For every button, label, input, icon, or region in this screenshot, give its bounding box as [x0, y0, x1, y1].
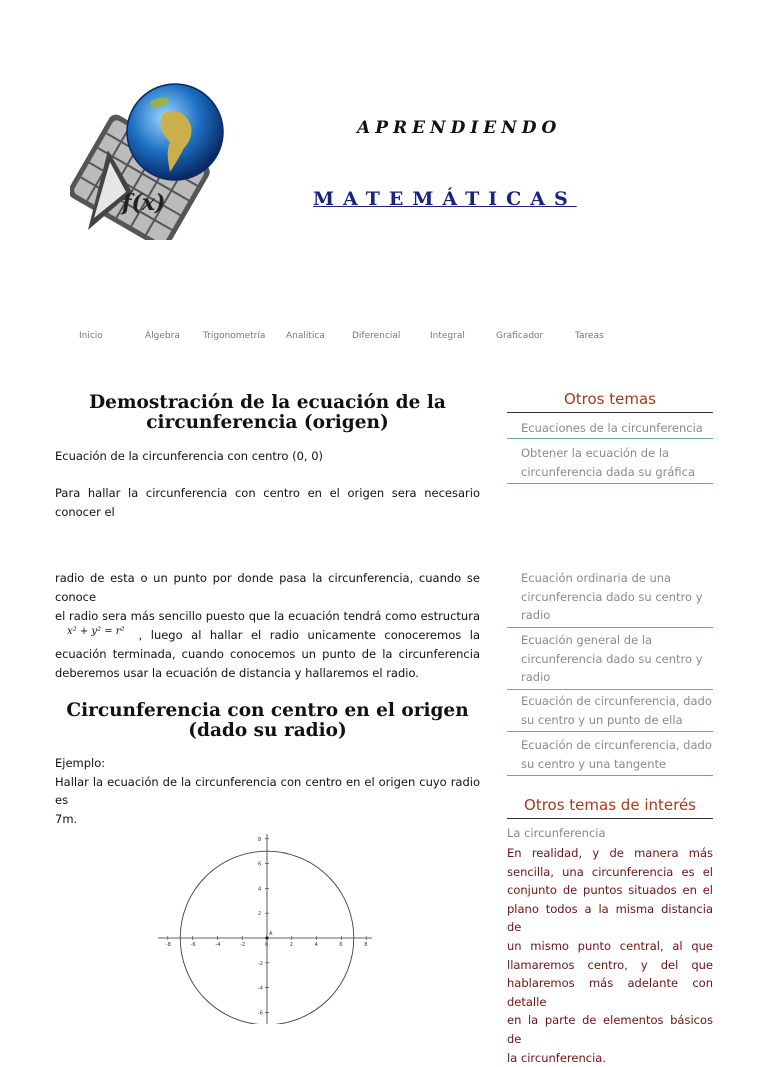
body-line: radio de esta o un punto por donde pasa la circunferencia, cuando se conoce	[55, 571, 480, 604]
site-title-matematicas[interactable]: MATEMÁTICAS	[313, 188, 577, 210]
sidebar-link-center-tangent[interactable]: Ecuación de circunferencia, dado su centro y una tangente	[507, 736, 713, 776]
nav-item-algebra[interactable]: Álgebra	[145, 331, 180, 341]
article-heading-line2: circunferencia (origen)	[146, 412, 389, 433]
interest-line: En realidad, y de manera más	[507, 846, 713, 860]
sidebar-link-ordinary-equation[interactable]: Ecuación ordinaria de una circunferencia dado su centro y radio	[507, 569, 713, 628]
section-heading-line1: Circunferencia con centro en el origen	[66, 700, 469, 721]
svg-text:f(x): f(x)	[122, 190, 166, 216]
circle-graph	[150, 828, 380, 1024]
example-label: Ejemplo:	[55, 756, 106, 770]
interest-line: un mismo punto central, al que	[507, 938, 713, 953]
nav-item-trigonometria[interactable]: Trigonometría	[203, 331, 266, 341]
sidebar-link-equations[interactable]: Ecuaciones de la circunferencia	[507, 419, 713, 439]
body-line: deberemos usar la ecuación de distancia y hallaremos el radio.	[55, 666, 419, 680]
x-tick-label: -6	[190, 942, 196, 948]
x-tick-label: 2	[289, 942, 293, 948]
section-heading-line2: (dado su radio)	[188, 720, 347, 741]
y-tick-label: 8	[258, 836, 262, 843]
sidebar-heading-other-topics: Otros temas	[507, 390, 713, 413]
x-tick-label: -2	[240, 942, 246, 948]
nav-item-tareas[interactable]: Tareas	[575, 331, 604, 341]
sidebar-heading-interest: Otros temas de interés	[507, 796, 713, 819]
nav-item-diferencial[interactable]: Diferencial	[352, 331, 401, 341]
equation: x² + y² = r²	[67, 626, 125, 637]
nav-item-graficador[interactable]: Graficador	[496, 331, 544, 341]
interest-line: conjunto de puntos situados en el	[507, 883, 713, 898]
nav-item-integral[interactable]: Integral	[430, 331, 465, 341]
nav-item-inicio[interactable]: Inicio	[79, 331, 103, 341]
interest-line: llamaremos centro, y del que	[507, 957, 713, 972]
x-tick-label: -8	[165, 942, 171, 948]
x-tick-label: -4	[215, 942, 221, 948]
article-subtitle: Ecuación de la circunferencia con centro (0, 0)	[55, 449, 324, 463]
interest-line: la circunferencia.	[507, 1050, 606, 1065]
y-tick-label: -2	[258, 960, 263, 967]
x-tick-label: 4	[314, 942, 318, 948]
article-heading-line1: Demostración de la ecuación de la	[89, 392, 446, 413]
x-tick-label: 0	[265, 942, 269, 948]
article-body	[55, 569, 480, 683]
interest-line: hablaremos más adelante con detalle	[507, 976, 713, 1009]
body-line: el radio sera más sencillo puesto que la ecuación tendrá como estructura	[55, 609, 480, 623]
article-heading	[55, 393, 480, 433]
interest-line: en la parte de elementos básicos de	[507, 1013, 713, 1046]
y-tick-label: 4	[258, 886, 262, 893]
y-tick-label: -4	[258, 985, 263, 992]
example-text: Hallar la ecuación de la circunferencia con centro en el origen cuyo radio es	[55, 774, 480, 807]
origin-label: A	[269, 931, 273, 937]
interest-line: sencilla, una circunferencia es el	[507, 864, 713, 879]
sidebar-link-general-equation[interactable]: Ecuación general de la circunferencia dado su centro y radio	[507, 631, 713, 690]
interest-line: plano todos a la misma distancia de	[507, 901, 713, 935]
interest-description	[507, 844, 713, 1067]
site-title-aprendiendo: APRENDIENDO	[357, 118, 562, 138]
x-tick-label: 6	[339, 942, 343, 948]
sidebar-link-circunferencia[interactable]: La circunferencia	[507, 826, 606, 840]
example-text: 7m.	[55, 811, 78, 826]
section-heading	[55, 701, 480, 741]
y-tick-label: 6	[258, 861, 262, 868]
example-block	[55, 754, 480, 828]
body-line: ecuación terminada, cuando conocemos un punto de la circunferencia	[55, 647, 480, 661]
equation-row	[55, 626, 480, 645]
article-intro: Para hallar la circunferencia con centro en el origen sera necesario conocer el	[55, 486, 480, 519]
site-logo[interactable]	[70, 80, 235, 240]
sidebar-link-equation-from-graph[interactable]: Obtener la ecuación de la circunferencia dada su gráfica	[507, 444, 713, 484]
sidebar-link-center-point[interactable]: Ecuación de circunferencia, dado su centro y un punto de ella	[507, 692, 713, 732]
nav-item-analitica[interactable]: Analítica	[286, 331, 325, 341]
y-tick-label: -6	[258, 1010, 263, 1017]
y-tick-label: 2	[258, 911, 262, 918]
x-tick-label: 8	[364, 942, 368, 948]
body-line: , luego al hallar el radio unicamente conoceremos la	[138, 628, 480, 642]
